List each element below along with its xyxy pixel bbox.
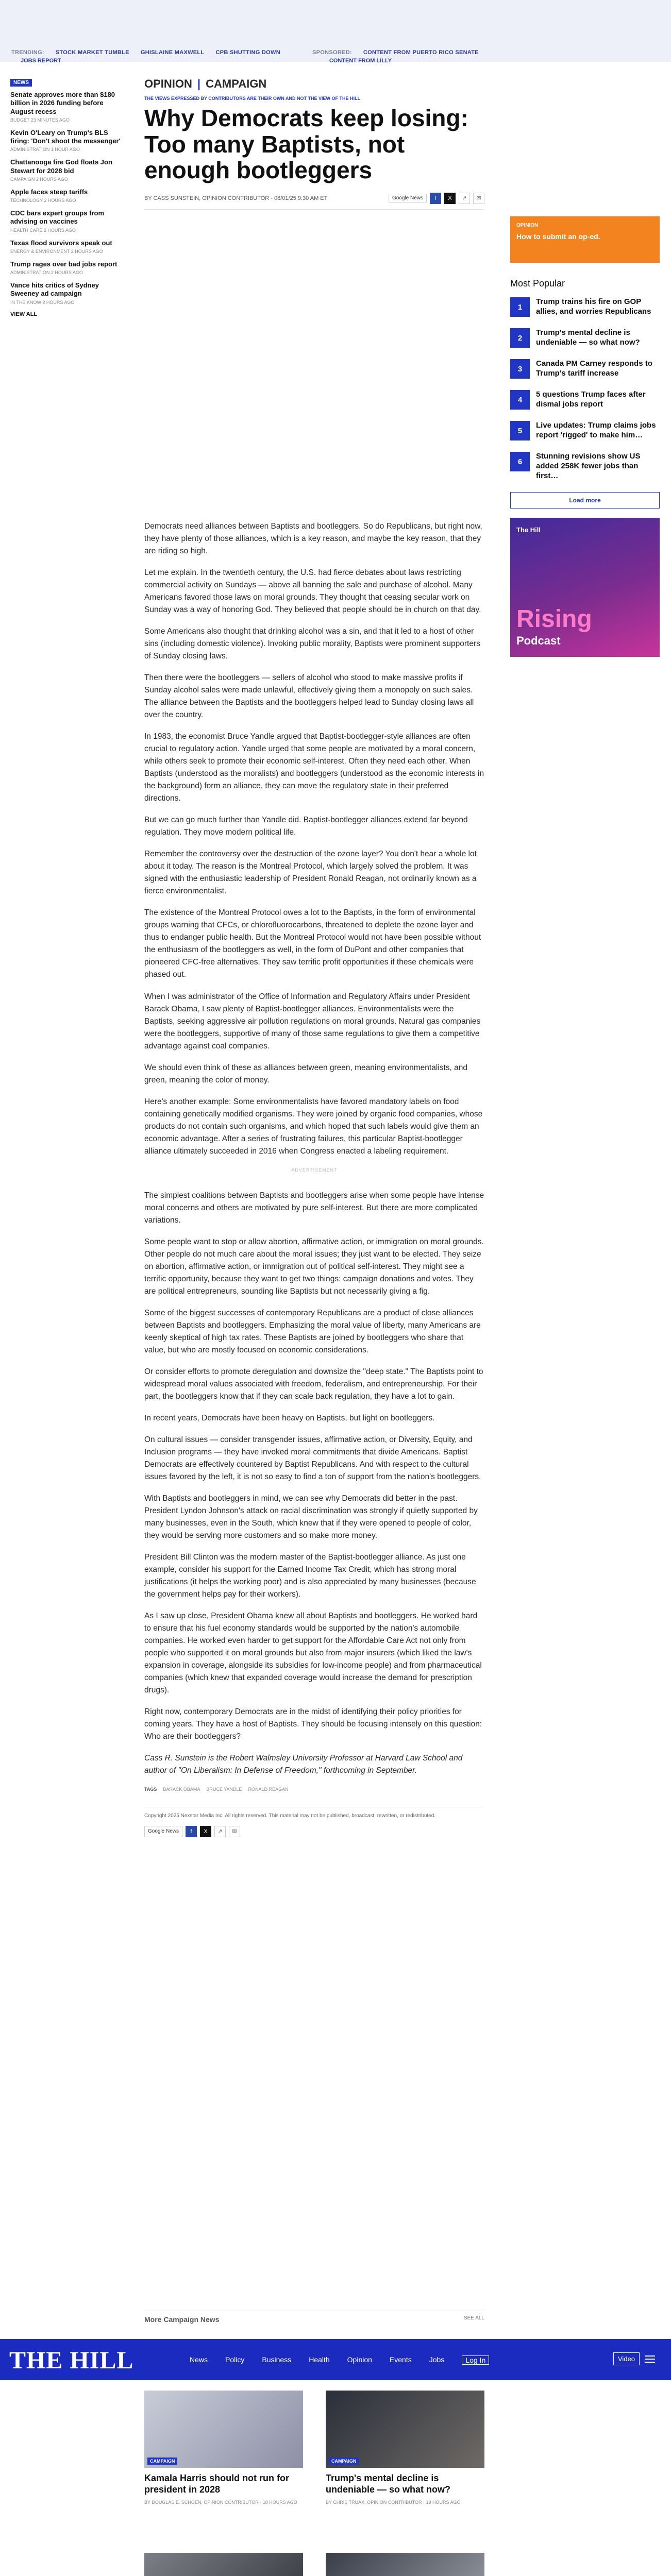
left-rail-news	[10, 77, 124, 317]
article-paragraph: We should even think of these as alliances between green, meaning environmentalists, and green, meaning the color of money.	[144, 1063, 467, 1084]
rail-news-title[interactable]: Chattanooga fire God floats Jon Stewart for 2028 bid	[10, 158, 112, 175]
trending-bar	[0, 0, 671, 62]
nav-item-health[interactable]: Health	[309, 2355, 330, 2364]
article-paragraph: In recent years, Democrats have been heavy on Baptists, but light on bootleggers.	[144, 1413, 435, 1422]
view-all-link[interactable]: VIEW ALL	[10, 311, 38, 317]
rail-news-item[interactable]	[10, 281, 124, 305]
byline-row	[144, 193, 484, 210]
share-bar-bottom	[144, 1826, 484, 1837]
breadcrumb	[144, 77, 484, 91]
article-paragraph: When I was administrator of the Office of Information and Regulatory Affairs under President Barack Obama, I saw plenty of Baptist-bootlegger alliances. Environmentalists were the Baptists, seeking aggressive air pollution regulations on moral grounds. Natural gas companies were the bootleggers, supportive of many of those same regulations to give them a competitive advantage against coal companies.	[144, 992, 481, 1050]
rail-news-meta: ADMINISTRATION 2 HOURS AGO	[10, 270, 83, 275]
right-rail	[510, 216, 660, 657]
popular-title[interactable]: Canada PM Carney responds to Trump's tariff increase	[536, 359, 652, 378]
popular-rank: 2	[510, 328, 530, 348]
tags-label: TAGS	[144, 1787, 157, 1792]
sponsored-item[interactable]: CONTENT FROM LILLY	[329, 58, 392, 64]
trending-item[interactable]: JOBS REPORT	[21, 58, 61, 64]
trending-item[interactable]: CPB SHUTTING DOWN	[215, 49, 280, 56]
popular-rank: 6	[510, 452, 530, 471]
site-header	[0, 2339, 671, 2380]
nav-item-jobs[interactable]: Jobs	[429, 2355, 445, 2364]
breadcrumb-section[interactable]: OPINION	[144, 77, 192, 90]
popular-item[interactable]	[510, 452, 660, 481]
news-card[interactable]	[326, 2553, 484, 2576]
more-campaign-news-header	[144, 2311, 484, 2324]
article-tags	[144, 1786, 484, 1793]
article-paragraph: Remember the controversy over the destruction of the ozone layer? You don't hear a whole lot about it today. The reason is the Montreal Protocol, which largely solved the problem. It was signed with the enthusiastic leadership of President Ronald Reagan, not ordinarily known as a fierce environmentalist.	[144, 850, 477, 896]
email-icon[interactable]: ✉	[473, 193, 484, 204]
article-paragraph: With Baptists and bootleggers in mind, we can see why Democrats did better in the past. President Lyndon Johnson's attack on racial discrimination was strongly if quietly supported by many businesses, even in the South, which knew that if they were opened to people of color, they would be serving more customers and so make more money.	[144, 1494, 478, 1540]
rail-news-meta: ENERGY & ENVIRONMENT 2 HOURS AGO	[10, 248, 103, 254]
popular-item[interactable]	[510, 359, 660, 379]
article-paragraph: President Bill Clinton was the modern master of the Baptist-bootlegger alliance. As just one example, consider his support for the Earned Income Tax Credit, which has strong moral justifications (it helps the working poor) and is also appreciated by many businesses (because the government helps pay for their workers).	[144, 1553, 476, 1599]
card-meta: BY CHRIS TRUAX, OPINION CONTRIBUTOR · 19 HOURS AGO	[326, 2499, 461, 2505]
popular-title[interactable]: 5 questions Trump faces after dismal jobs report	[536, 390, 646, 409]
rail-news-title[interactable]: Texas flood survivors speak out	[10, 239, 112, 247]
most-popular-heading: Most Popular	[510, 278, 565, 289]
news-cards-row-1	[144, 2391, 484, 2505]
nav-item-opinion[interactable]: Opinion	[347, 2355, 372, 2364]
article-header	[144, 77, 484, 210]
rail-news-meta: HEALTH CARE 2 HOURS AGO	[10, 227, 76, 233]
nav-item-business[interactable]: Business	[262, 2355, 292, 2364]
copyright-notice: Copyright 2025 Nexstar Media Inc. All rights reserved. This material may not be published, broadcast, rewritten, or redistributed.	[144, 1807, 484, 1820]
popular-item[interactable]	[510, 421, 660, 440]
podcast-brand: The Hill	[516, 526, 541, 534]
breadcrumb-subsection[interactable]: CAMPAIGN	[206, 77, 267, 90]
popular-title[interactable]: Live updates: Trump claims jobs report 'rigged' to make him…	[536, 421, 656, 439]
news-card[interactable]	[326, 2391, 484, 2505]
facebook-icon[interactable]: f	[186, 1826, 197, 1837]
the-hill-logo[interactable]: THE HILL	[9, 2347, 134, 2374]
sponsored-label: SPONSORED:	[312, 49, 352, 56]
card-tag: CAMPAIGN	[329, 2458, 359, 2465]
popular-title[interactable]: Trump's mental decline is undeniable — so what now?	[536, 328, 640, 347]
article-paragraph: Some of the biggest successes of contemporary Republicans are a product of close alliances between Baptists and bootleggers. Emphasizing the moral value of liberty, many Americans are keenly skeptical of high tax rates. These Baptists are joined by bootleggers who share that value, but who are mostly focused on economic considerations.	[144, 1308, 481, 1354]
popular-rank: 1	[510, 297, 530, 317]
rail-news-item[interactable]	[10, 91, 124, 123]
card-title[interactable]: Kamala Harris should not run for president in 2028	[144, 2473, 290, 2495]
see-all-link[interactable]: SEE ALL	[463, 2315, 484, 2321]
nav-item-policy[interactable]: Policy	[225, 2355, 245, 2364]
popular-title[interactable]: Trump trains his fire on GOP allies, and worries Republicans	[536, 297, 651, 316]
rising-podcast-promo[interactable]	[510, 518, 660, 657]
share-bar	[389, 193, 484, 204]
opinion-disclaimer: THE VIEWS EXPRESSED BY CONTRIBUTORS ARE THEIR OWN AND NOT THE VIEW OF THE HILL	[144, 96, 361, 101]
rail-news-item[interactable]	[10, 129, 124, 152]
tag-link[interactable]: RONALD REAGAN	[248, 1787, 289, 1792]
article-body	[144, 520, 484, 1837]
article-paragraph: Then there were the bootleggers — sellers of alcohol who stood to make massive profits if Sunday alcohol sales were made unlawful, effectively giving them a monopoly on such sales. The alliance between the Baptists and the bootleggers helped lead to Sunday closing laws all over the country.	[144, 673, 474, 720]
x-twitter-icon[interactable]: X	[444, 193, 456, 204]
popular-title[interactable]: Stunning revisions show US added 258K fewer jobs than first…	[536, 452, 641, 480]
opinion-box-label: OPINION	[516, 223, 539, 228]
news-card[interactable]	[144, 2553, 303, 2576]
menu-icon[interactable]	[645, 2355, 655, 2363]
video-button[interactable]: Video	[613, 2352, 640, 2365]
article-headline: Why Democrats keep losing: Too many Baptists, not enough bootleggers	[144, 105, 468, 184]
share-icon[interactable]: ↗	[459, 193, 470, 204]
login-button[interactable]: Log In	[462, 2355, 489, 2365]
rail-news-title[interactable]: Senate approves more than $180 billion in 2026 funding before August recess	[10, 91, 115, 115]
popular-rank: 3	[510, 359, 530, 379]
card-image[interactable]	[144, 2391, 303, 2468]
card-title[interactable]: Trump's mental decline is undeniable — so what now?	[326, 2473, 451, 2495]
trending-item[interactable]: STOCK MARKET TUMBLE	[55, 49, 129, 56]
trending-label: TRENDING:	[11, 49, 44, 56]
popular-item[interactable]	[510, 297, 660, 317]
header-actions	[613, 2352, 655, 2365]
rail-news-meta: TECHNOLOGY 2 HOURS AGO	[10, 198, 76, 203]
popular-item[interactable]	[510, 328, 660, 348]
email-icon[interactable]: ✉	[229, 1826, 240, 1837]
article-paragraph: On cultural issues — consider transgender issues, affirmative action, or Diversity, Equity, and Inclusion programs — they have invoked moral commitments that divide Americans. Baptist Democrats are effectively countered by Baptist Republicans. And with respect to the cultural issues favored by the left, it is not so easy to find a ton of support from the nation's bootleggers.	[144, 1435, 481, 1481]
main-nav	[190, 2355, 489, 2365]
podcast-word-podcast: Podcast	[516, 634, 561, 648]
rail-news-title[interactable]: Trump rages over bad jobs report	[10, 260, 118, 268]
rail-news-title[interactable]: Vance hits critics of Sydney Sweeney ad campaign	[10, 281, 99, 298]
article-paragraph: Right now, contemporary Democrats are in the midst of identifying their policy priorities for coming years. They have a host of Baptists. They should be focusing intensely on this question: Who are their bootleggers?	[144, 1707, 482, 1741]
rail-news-title[interactable]: Apple faces steep tariffs	[10, 188, 88, 196]
share-icon[interactable]: ↗	[214, 1826, 226, 1837]
rail-news-meta: IN THE KNOW 2 HOURS AGO	[10, 299, 75, 305]
news-badge: NEWS	[10, 79, 32, 87]
article-paragraph: Democrats need alliances between Baptists and bootleggers. So do Republicans, but right now, they have plenty of those alliances, which is a key reason, and maybe the key reason, that they are riding so high.	[144, 522, 482, 556]
article-paragraph: As I saw up close, President Obama knew all about Baptists and bootleggers. He worked hard to ensure that his fuel economy standards would be supported by the nation's automobile companies. He worked even harder to get support for the Affordable Care Act not only from people who supported it on moral grounds but also from major insurers (which liked the law's expansion in coverage, alongside its subsidies for low-income people) and from pharmaceutical companies (which knew that expanded coverage would increase the demand for prescription drugs).	[144, 1612, 482, 1695]
article-paragraph: The existence of the Montreal Protocol owes a lot to the Baptists, in the form of environmental groups warning that CFCs, or chlorofluorocarbons, threatened to deplete the ozone layer and thus to endanger public health. But the Montreal Protocol would not have been possible without the enthusiasm of the bootleggers as well, in the form of DuPont and other companies that pioneered CFC-free alternatives. They saw terrific profit opportunities if these chemicals were phased out.	[144, 908, 481, 979]
rail-news-title[interactable]: Kevin O'Leary on Trump's BLS firing: 'Don't shoot the messenger'	[10, 128, 121, 145]
popular-rank: 4	[510, 390, 530, 410]
card-meta: BY DOUGLAS E. SCHOEN, OPINION CONTRIBUTOR · 18 HOURS AGO	[144, 2499, 297, 2505]
google-news-button[interactable]: Google News	[389, 194, 427, 202]
popular-rank: 5	[510, 421, 530, 440]
article-paragraph: Let me explain. In the twentieth century, the U.S. had fierce debates about laws restricting commercial activity on Sundays — above all banning the sale and purchase of alcohol. Many Americans favored those laws on moral grounds. They thought that ceasing secular work on Sunday was a way of honoring God. They believed that people should be in church on that day.	[144, 568, 481, 615]
google-news-button[interactable]: Google News	[144, 1826, 182, 1837]
rail-news-meta: CAMPAIGN 2 HOURS AGO	[10, 176, 68, 182]
card-tag: CAMPAIGN	[147, 2458, 177, 2465]
sponsored-item[interactable]: CONTENT FROM PUERTO RICO SENATE	[363, 49, 479, 56]
article-paragraph: Some Americans also thought that drinking alcohol was a sin, and that it led to a host of other sins (including domestic violence). Invoking public morality, Baptists were prominent supporters of Sunday closing laws.	[144, 627, 480, 661]
card-image[interactable]	[326, 2391, 484, 2468]
tag-link[interactable]: BARACK OBAMA	[163, 1787, 200, 1792]
card-image[interactable]	[326, 2553, 484, 2576]
rail-news-item[interactable]	[10, 239, 124, 254]
article-paragraph: But we can go much further than Yandle did. Baptist-bootlegger alliances extend far beyond regulation. They move modern political life.	[144, 816, 468, 837]
article-paragraph: Or consider efforts to promote deregulation and downsize the "deep state." The Baptists point to widespread moral values associated with freedom, federalism, and entrepreneurship. For their part, the bootleggers know that if they can scale back regulation, they have a lot to gain.	[144, 1367, 483, 1401]
article-byline: BY CASS SUNSTEIN, OPINION CONTRIBUTOR - 08/01/25 9:30 AM ET	[144, 195, 328, 201]
author-bio: Cass R. Sunstein is the Robert Walmsley University Professor at Harvard Law School and author of "On Liberalism: In Defense of Freedom," forthcoming in September.	[144, 1754, 463, 1775]
breadcrumb-separator: |	[197, 77, 201, 90]
rail-news-item[interactable]	[10, 158, 124, 182]
rail-news-meta: ADMINISTRATION 1 HOUR AGO	[10, 147, 80, 152]
podcast-word-rising: Rising	[516, 605, 592, 633]
rail-news-title[interactable]: CDC bars expert groups from advising on vaccines	[10, 209, 105, 226]
x-twitter-icon[interactable]: X	[200, 1826, 211, 1837]
trending-row-2	[21, 58, 392, 64]
trending-item[interactable]: GHISLAINE MAXWELL	[140, 49, 205, 56]
news-cards-row-2	[144, 2553, 484, 2576]
nav-item-events[interactable]: Events	[389, 2355, 412, 2364]
tag-link[interactable]: BRUCE YANDLE	[206, 1787, 242, 1792]
nav-item-news[interactable]: News	[190, 2355, 208, 2364]
opinion-submit-box[interactable]	[510, 216, 660, 263]
rail-news-item[interactable]	[10, 209, 124, 233]
advertisement-slot: ADVERTISEMENT	[291, 1167, 338, 1173]
rail-news-item[interactable]	[10, 188, 124, 203]
rail-news-item[interactable]	[10, 260, 124, 275]
article-paragraph: Some people want to stop or allow abortion, affirmative action, or immigration on moral grounds. Other people do not much care about the moral issues; they just want to be elected. They seize on abortion, affirmative action, or immigration out of political self-interest. They might see a terrific opportunity, because they want to get two things: campaign donations and votes. They are political entrepreneurs, sounding like Baptists but not necessarily giving a fig.	[144, 1237, 484, 1296]
article-paragraph: Here's another example: Some environmentalists have favored mandatory labels on food containing genetically modified organisms. They were joined by organic food companies, whose products do not contain such organisms, and which hoped that such labels would give them an economic advantage. After a series of frustrating failures, this particular Baptist-bootlegger alliance ultimately succeeded in 2016 when Congress enacted a labeling requirement.	[144, 1097, 483, 1156]
news-card[interactable]	[144, 2391, 303, 2505]
article-paragraph: In 1983, the economist Bruce Yandle argued that Baptist-bootlegger-style alliances are often crucial to regulatory action. Yandle urged that some people are motivated by a moral concern, while others seek to promote their economic self-interest. Often they need each other. When Baptists (understood as the moralists) and bootleggers (understood as the economic interests in the background) form an alliance, they can move the regulatory state in their preferred directions.	[144, 732, 484, 803]
more-news-title: More Campaign News	[144, 2315, 220, 2324]
trending-row	[11, 49, 479, 56]
submit-op-ed-link[interactable]: How to submit an op-ed.	[516, 232, 600, 241]
load-more-button[interactable]: Load more	[510, 492, 660, 509]
card-image[interactable]	[144, 2553, 303, 2576]
popular-item[interactable]	[510, 390, 660, 410]
rail-news-meta: BUDGET 23 MINUTES AGO	[10, 117, 70, 123]
article-paragraph: The simplest coalitions between Baptists and bootleggers arise when some people have intense moral concerns and others are motivated by pure self-interest. But there are more complicated variations.	[144, 1191, 484, 1225]
facebook-icon[interactable]: f	[430, 193, 441, 204]
